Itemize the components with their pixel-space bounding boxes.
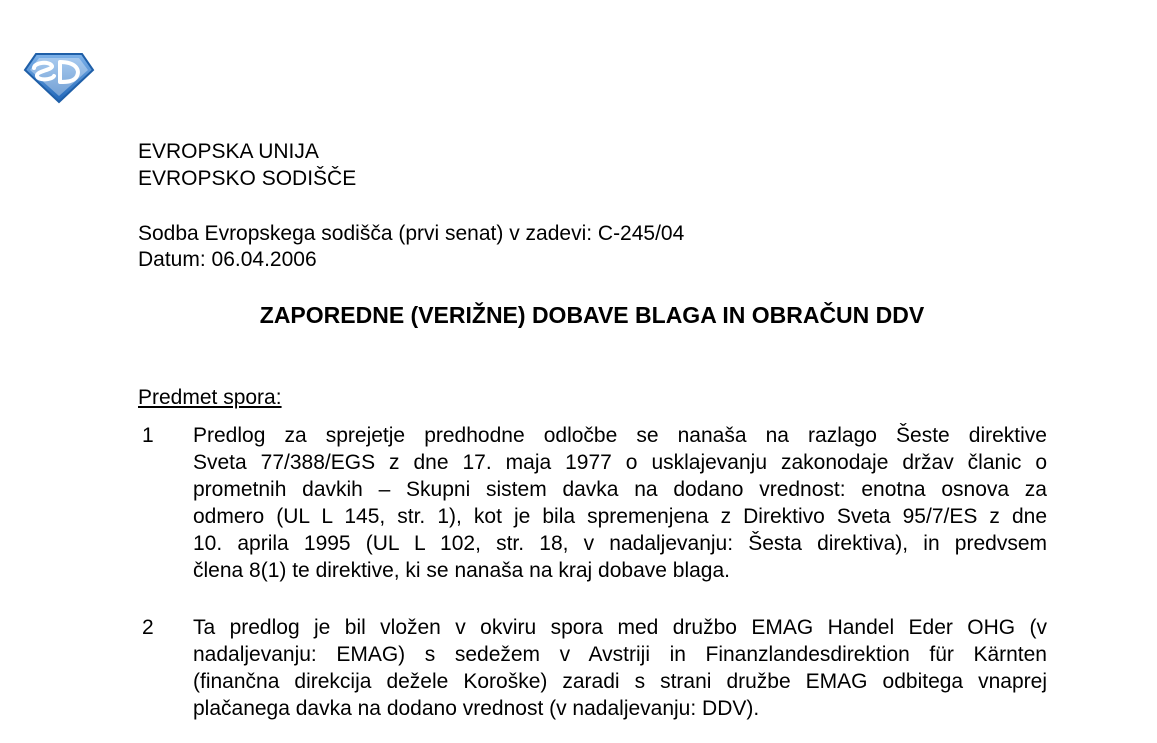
section-label: Predmet spora: bbox=[138, 386, 282, 409]
paragraph-1 bbox=[193, 422, 1047, 584]
case-line: Sodba Evropskega sodišča (prvi senat) v zadevi: C-245/04 bbox=[138, 222, 685, 245]
court-shield-logo-icon bbox=[22, 50, 96, 104]
institution-line-1: EVROPSKA UNIJA bbox=[138, 140, 319, 163]
institution-line-2: EVROPSKO SODIŠČE bbox=[138, 167, 357, 190]
date-line: Datum: 06.04.2006 bbox=[138, 248, 317, 271]
paragraph-number: 2 bbox=[142, 616, 154, 639]
paragraph-line: Predlog za sprejetje predhodne odločbe se nanaša na razlago Šeste direktive bbox=[193, 424, 1047, 447]
paragraph-line: odmero (UL L 145, str. 1), kot je bila spremenjena z Direktivo Sveta 95/7/ES z dne bbox=[193, 505, 1047, 528]
paragraph-line: plačanega davka na dodano vrednost (v nadaljevanju: DDV). bbox=[193, 697, 760, 720]
document-title: ZAPOREDNE (VERIŽNE) DOBAVE BLAGA IN OBRAČUN DDV bbox=[259, 302, 925, 328]
paragraph-line: člena 8(1) te direktive, ki se nanaša na kraj dobave blaga. bbox=[193, 559, 730, 582]
paragraph-line: (finančna direkcija dežele Koroške) zaradi s strani družbe EMAG odbitega vnaprej bbox=[193, 670, 1047, 693]
paragraph-line: 10. aprila 1995 (UL L 102, str. 18, v nadaljevanju: Šesta direktiva), in predvsem bbox=[193, 532, 1047, 555]
paragraph-line: prometnih davkih – Skupni sistem davka na dodano vrednost: enotna osnova za bbox=[193, 478, 1047, 501]
paragraph-number: 1 bbox=[142, 424, 154, 447]
paragraph-2 bbox=[193, 614, 1047, 722]
paragraph-line: Ta predlog je bil vložen v okviru spora med družbo EMAG Handel Eder OHG (v bbox=[193, 616, 1047, 639]
paragraph-line: Sveta 77/388/EGS z dne 17. maja 1977 o usklajevanju zakonodaje držav članic o bbox=[193, 451, 1047, 474]
paragraph-line: nadaljevanju: EMAG) s sedežem v Avstriji in Finanzlandesdirektion für Kärnten bbox=[193, 643, 1047, 666]
court-logo bbox=[22, 50, 96, 104]
